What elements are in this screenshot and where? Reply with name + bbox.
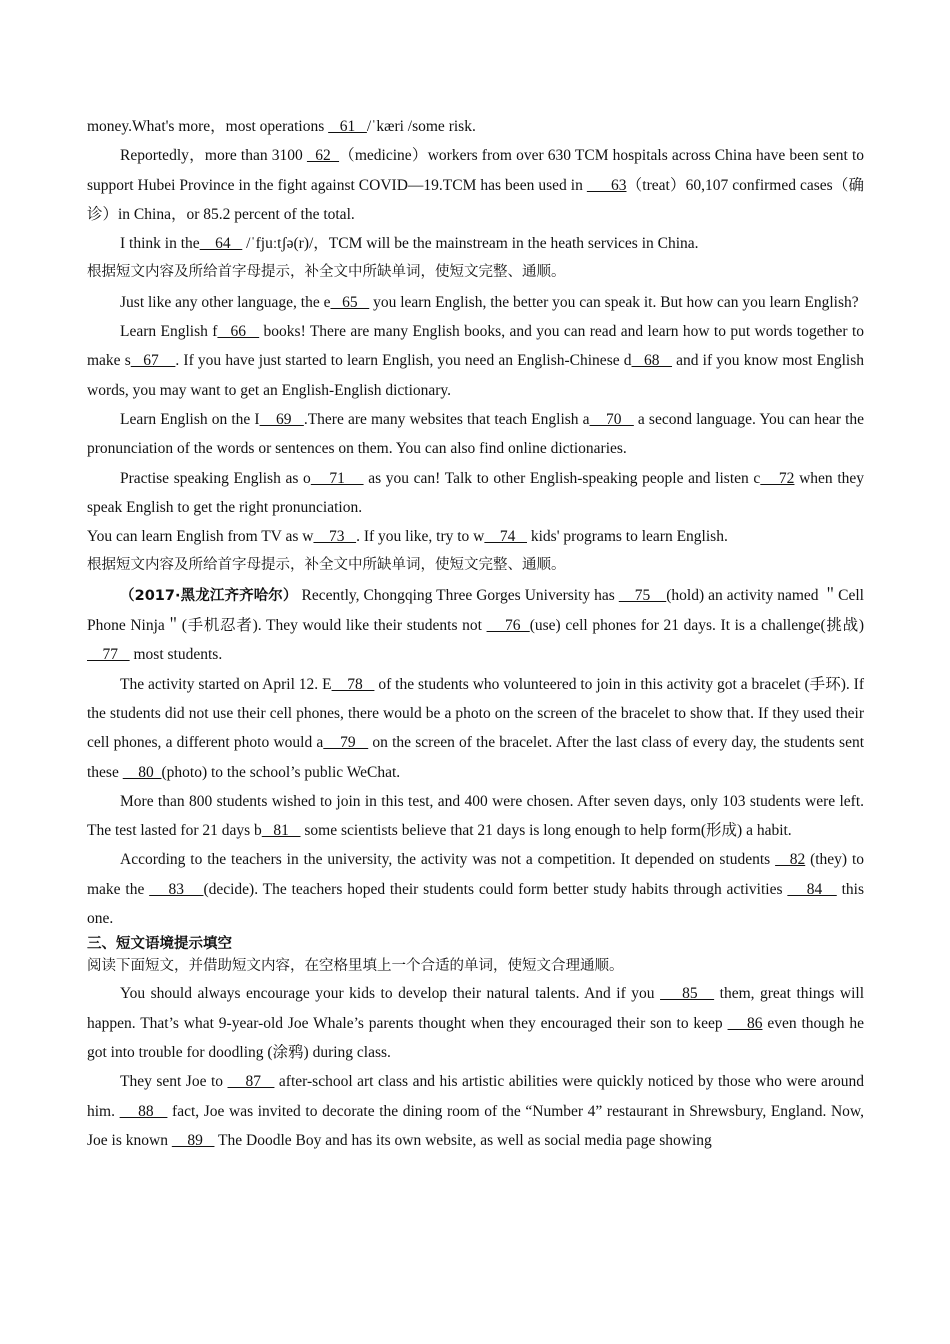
answer-blank[interactable]: 72 [760, 469, 795, 487]
text-run: Recently, Chongqing Three Gorges University has [297, 586, 619, 604]
paragraph-p1 [87, 112, 864, 141]
text-run: According to the teachers in the university, the activity was not a competition. It depended on students [120, 851, 776, 869]
paragraph-p15 [87, 936, 864, 953]
text-run: （treat）60,107 confirmed cases（确诊）in China，or 85.2 percent of the total. [87, 176, 864, 223]
text-run: on the screen of the bracelet. After the last class of every day, the students sent these [87, 734, 864, 781]
answer-blank[interactable]: 86 [727, 1014, 763, 1032]
answer-blank[interactable]: 87 [227, 1073, 275, 1091]
answer-blank[interactable]: 76 [486, 617, 530, 635]
answer-blank[interactable]: 68 [631, 352, 672, 370]
text-run: when they speak English to get the right pronunciation. [87, 469, 865, 516]
text-run: Just like any other language, the e [120, 293, 331, 311]
answer-blank[interactable]: 73 [313, 528, 357, 546]
paragraph-p13 [87, 787, 864, 846]
text-run: I think in the [120, 235, 200, 253]
paragraph-p8 [87, 464, 864, 523]
text-run: You should always encourage your kids to develop their natural talents. And if you [120, 985, 661, 1003]
text-run: most students. [129, 646, 223, 664]
answer-blank[interactable]: 62 [306, 147, 340, 165]
text-run: some scientists believe that 21 days is long enough to help form(形成) a habit. [300, 822, 792, 840]
answer-blank[interactable]: 61 [328, 118, 367, 135]
answer-blank[interactable]: 88 [119, 1102, 168, 1120]
text-run: after-school art class and his artistic abilities were quickly noticed by those who were around him. [87, 1073, 864, 1120]
text-run: a second language. You can hear the pronunciation of the words or sentences on them. You can also find online dictionaries. [87, 410, 865, 458]
text-run: 根据短文内容及所给首字母提示，补全文中所缺单词，使短文完整、通顺。 [87, 557, 566, 574]
answer-blank[interactable]: 63 [586, 176, 627, 194]
answer-blank[interactable]: 71 [310, 469, 364, 487]
paragraph-p3 [87, 229, 864, 258]
answer-blank[interactable]: 85 [660, 985, 715, 1003]
source-label: （2017·黑龙江齐齐哈尔） [120, 587, 298, 604]
text-run: 根据短文内容及所给首字母提示，补全文中所缺单词，使短文完整、通顺。 [87, 264, 566, 281]
text-run: them, great things will happen. That’s what 9-year-old Joe Whale’s parents thought when they encouraged their son to keep [87, 985, 865, 1032]
text-run: as you can! Talk to other English-speaking people and listen c [363, 469, 761, 487]
text-run: 阅读下面短文，并借助短文内容，在空格里填上一个合适的单词，使短文合理通顺。 [87, 958, 624, 975]
answer-blank[interactable]: 66 [217, 323, 260, 341]
answer-blank[interactable]: 64 [199, 235, 243, 253]
paragraph-p6 [87, 317, 864, 405]
text-run: More than 800 students wished to join in this test, and 400 were chosen. After seven days, only 103 students were left. The test lasted for 21 days b [87, 792, 864, 840]
paragraph-p12 [87, 670, 864, 787]
text-run: (photo) to the school’s public WeChat. [161, 763, 401, 781]
text-run: You can learn English from TV as w [87, 528, 314, 546]
text-run: (use) cell phones for 21 days. It is a challenge(挑战) [529, 617, 864, 635]
paragraph-p10 [87, 551, 864, 580]
text-run: They sent Joe to [120, 1073, 228, 1091]
paragraph-p4 [87, 258, 864, 287]
text-run: (hold) an activity named ＂Cell Phone Ninja＂(手机忍者). They would like their students not [87, 586, 864, 635]
paragraph-p11 [87, 581, 864, 670]
answer-blank[interactable]: 67 [130, 352, 176, 370]
paragraph-p5 [87, 288, 864, 317]
text-run: The activity started on April 12. E [120, 675, 332, 693]
text-run: /ˈfjuːtʃə(r)/，TCM will be the mainstream in the heath services in China. [242, 235, 699, 253]
text-run: 三、短文语境提示填空 [87, 936, 232, 953]
answer-blank[interactable]: 80 [122, 763, 162, 781]
paragraph-p16 [87, 953, 864, 979]
answer-blank[interactable]: 65 [330, 293, 370, 311]
text-run: Learn English on the I [120, 410, 260, 428]
text-run: （medicine）workers from over 630 TCM hospitals across China have been sent to support Hubei Province in the fight against COVID—19.TCM has been used in [87, 147, 864, 194]
text-run: .There are many websites that teach English a [303, 410, 590, 428]
paragraph-p18 [87, 1067, 864, 1155]
text-run: this one. [87, 880, 865, 928]
text-run: (they) to make the [87, 851, 865, 898]
answer-blank[interactable]: 84 [787, 880, 837, 898]
answer-blank[interactable]: 81 [261, 822, 301, 840]
answer-blank[interactable]: 77 [87, 646, 130, 664]
paragraph-p2 [87, 141, 864, 229]
text-run: books! There are many English books, and you can read and learn how to put words together to make s [87, 323, 865, 370]
answer-blank[interactable]: 83 [149, 880, 204, 898]
text-run: fact, Joe was invited to decorate the dining room of the “Number 4” restaurant in Shrewsbury, England. Now, Joe is known [87, 1102, 864, 1149]
answer-blank[interactable]: 79 [323, 734, 369, 752]
paragraph-p14 [87, 845, 864, 933]
text-run: (decide). The teachers hoped their students could form better study habits through activities [203, 880, 788, 898]
text-run: even though he got into trouble for doodling (涂鸦) during class. [87, 1014, 864, 1061]
answer-blank[interactable]: 75 [618, 586, 667, 604]
text-run: /ˈkæri /some risk. [366, 118, 476, 135]
paragraph-p17 [87, 979, 864, 1067]
answer-blank[interactable]: 82 [775, 851, 806, 869]
text-run: The Doodle Boy and has its own website, as well as social media page showing [214, 1131, 712, 1149]
document-body [87, 112, 864, 1155]
answer-blank[interactable]: 89 [171, 1131, 215, 1149]
text-run: Reportedly，more than 3100 [120, 147, 307, 165]
text-run: Practise speaking English as o [120, 469, 311, 487]
paragraph-p7 [87, 405, 864, 464]
text-run: of the students who volunteered to join in this activity got a bracelet (手环). If the students did not use their cell phones, there would be a photo on the screen of the bracelet to show that. If they used their cell phones, a different photo would a [87, 675, 865, 752]
answer-blank[interactable]: 70 [589, 410, 634, 428]
text-run: you learn English, the better you can speak it. But how can you learn English? [369, 293, 859, 311]
answer-blank[interactable]: 69 [259, 410, 304, 428]
answer-blank[interactable]: 74 [484, 528, 527, 546]
text-run: and if you know most English words, you may want to get an English-English dictionary. [87, 352, 864, 399]
text-run: . If you like, try to w [356, 528, 485, 546]
text-run: kids' programs to learn English. [527, 528, 728, 546]
text-run: Learn English f [120, 323, 218, 341]
text-run: money.What's more，most operations [87, 118, 329, 135]
paragraph-p9 [87, 522, 864, 551]
text-run: . If you have just started to learn English, you need an English-Chinese d [175, 352, 632, 370]
answer-blank[interactable]: 78 [331, 675, 375, 693]
